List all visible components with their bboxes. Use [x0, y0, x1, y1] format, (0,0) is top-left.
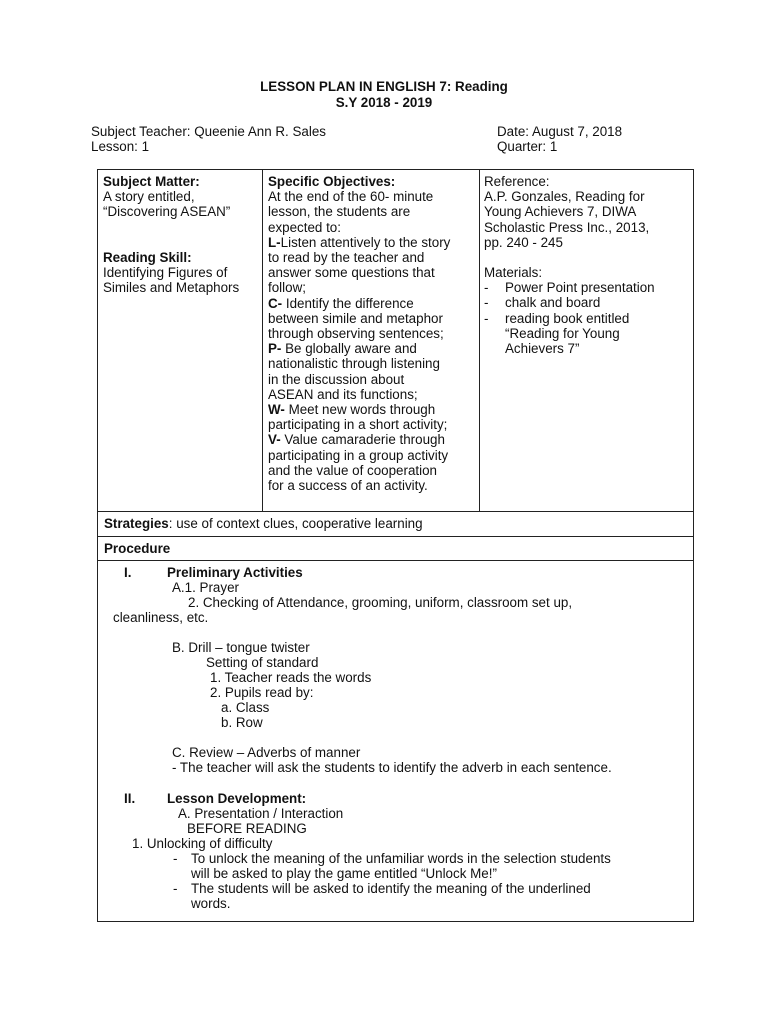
- objectives-intro: expected to:: [268, 219, 341, 235]
- bullet-dash: -: [173, 851, 178, 866]
- attendance: 2. Checking of Attendance, grooming, uniform, classroom set up,: [188, 595, 573, 610]
- skill-line: Similes and Metaphors: [103, 280, 240, 296]
- objective-text: Identify the difference: [282, 295, 414, 311]
- objective-text: Listen attentively to the story: [280, 234, 451, 250]
- bullet-text: words.: [191, 896, 231, 911]
- setting-standard: Setting of standard: [206, 655, 319, 670]
- prayer: A.1. Prayer: [172, 580, 239, 595]
- material-text: “Reading for Young: [505, 325, 620, 341]
- objective-text: through observing sentences;: [268, 326, 444, 342]
- review-desc: - The teacher will ask the students to identify the adverb in each sentence.: [172, 760, 612, 775]
- page-title: LESSON PLAN IN ENGLISH 7: Reading: [260, 79, 508, 94]
- before-reading: BEFORE READING: [187, 821, 307, 836]
- reference-text: A.P. Gonzales, Reading for: [484, 189, 645, 205]
- objective-letter: W-: [268, 402, 285, 418]
- objective-v: [268, 432, 478, 447]
- objective-text: between simile and metaphor: [268, 310, 443, 326]
- read-row: b. Row: [221, 715, 263, 730]
- reference-text: Scholastic Press Inc., 2013,: [484, 219, 650, 235]
- subject-matter-label: Subject Matter:: [103, 174, 200, 189]
- objectives-label: Specific Objectives:: [268, 174, 396, 189]
- reference-text: Young Achievers 7, DIWA: [484, 204, 637, 220]
- bullet-dash: -: [484, 310, 489, 326]
- objectives-intro: lesson, the students are: [268, 204, 411, 220]
- pupils-read: 2. Pupils read by:: [210, 685, 314, 700]
- objective-text: Be globally aware and: [281, 341, 417, 357]
- objective-text: to read by the teacher and: [268, 250, 425, 266]
- objective-text: and the value of cooperation: [268, 462, 437, 478]
- reading-skill-label: Reading Skill:: [103, 249, 192, 265]
- subject-line: “Discovering ASEAN”: [103, 204, 231, 220]
- objective-text: for a success of an activity.: [268, 478, 428, 494]
- objective-text: follow;: [268, 280, 306, 296]
- section-title: Lesson Development:: [167, 791, 307, 806]
- column-divider: [262, 169, 263, 512]
- quarter: Quarter: 1: [497, 139, 558, 154]
- subject-matter-cell: [103, 174, 259, 295]
- bullet-dash: -: [173, 881, 178, 896]
- subject-line: A story entitled,: [103, 189, 195, 205]
- bullet-text: The students will be asked to identify the meaning of the underlined: [191, 881, 591, 896]
- material-text: chalk and board: [505, 295, 601, 311]
- objective-text: answer some questions that: [268, 265, 435, 281]
- material-text: reading book entitled: [505, 310, 630, 326]
- objective-l: [268, 235, 478, 250]
- procedure-label: Procedure: [104, 541, 171, 556]
- objective-text: in the discussion about: [268, 371, 405, 387]
- objective-text: Value camaraderie through: [280, 432, 445, 448]
- objective-letter: C-: [268, 295, 283, 311]
- lesson-number: Lesson: 1: [91, 139, 150, 154]
- read-class: a. Class: [221, 700, 270, 715]
- objective-letter: V-: [268, 432, 281, 448]
- subject-teacher: Subject Teacher: Queenie Ann R. Sales: [91, 124, 326, 139]
- strategies-label: Strategies: [104, 516, 169, 531]
- objective-w: [268, 402, 478, 417]
- objective-text: nationalistic through listening: [268, 356, 440, 372]
- objective-text: participating in a group activity: [268, 447, 449, 463]
- material-item: [484, 311, 692, 357]
- objective-text: Meet new words through: [284, 402, 436, 418]
- material-item: [484, 280, 692, 295]
- objective-c: [268, 296, 478, 311]
- specific-objectives-cell: [268, 174, 478, 493]
- column-divider: [479, 169, 480, 512]
- objective-text: participating in a short activity;: [268, 417, 448, 433]
- review: C. Review – Adverbs of manner: [172, 745, 361, 760]
- procedure-header-row: [97, 536, 694, 561]
- objective-letter: P-: [268, 341, 282, 357]
- school-year: S.Y 2018 - 2019: [335, 95, 433, 110]
- drill: B. Drill – tongue twister: [172, 640, 310, 655]
- objective-p: [268, 341, 478, 356]
- strategies-row: [97, 511, 694, 537]
- section-number: I.: [124, 565, 132, 580]
- lesson-date: Date: August 7, 2018: [497, 124, 623, 139]
- skill-line: Identifying Figures of: [103, 264, 228, 280]
- unlocking: 1. Unlocking of difficulty: [132, 836, 273, 851]
- reference-text: pp. 240 - 245: [484, 234, 563, 250]
- material-text: Power Point presentation: [505, 280, 655, 296]
- strategies-text: : use of context clues, cooperative learning: [168, 516, 423, 531]
- material-text: Achievers 7”: [505, 340, 580, 356]
- teacher-reads: 1. Teacher reads the words: [210, 670, 372, 685]
- objectives-intro: At the end of the 60- minute: [268, 189, 434, 205]
- reference-label: Reference:: [484, 174, 550, 189]
- section-number: II.: [124, 791, 136, 806]
- bullet-dash: -: [484, 295, 489, 311]
- presentation: A. Presentation / Interaction: [178, 806, 344, 821]
- bullet-dash: -: [484, 280, 489, 296]
- objective-text: ASEAN and its functions;: [268, 386, 418, 402]
- reference-cell: [484, 174, 692, 356]
- objective-letter: L-: [268, 234, 281, 250]
- attendance-cont: cleanliness, etc.: [113, 610, 209, 625]
- material-item: [484, 295, 692, 310]
- materials-label: Materials:: [484, 265, 543, 281]
- section-title: Preliminary Activities: [167, 565, 303, 580]
- bullet-text: will be asked to play the game entitled “Unlock Me!”: [191, 866, 497, 881]
- bullet-text: To unlock the meaning of the unfamiliar words in the selection students: [191, 851, 611, 866]
